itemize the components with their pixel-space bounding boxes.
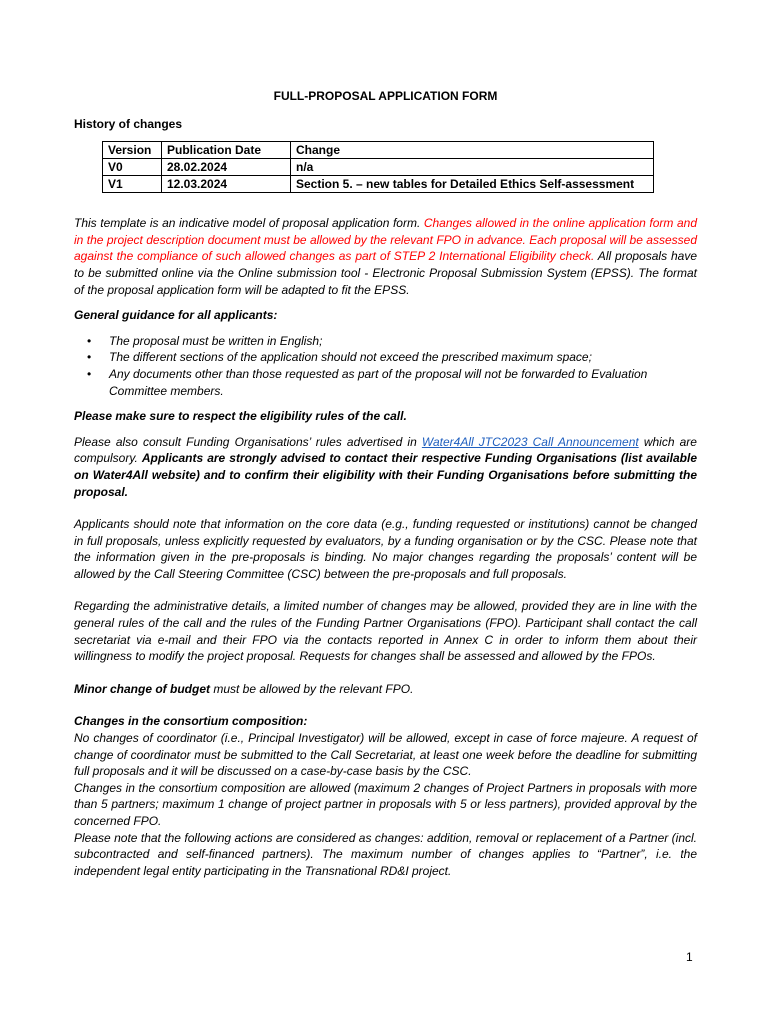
guidance-list [74,333,697,399]
consult-paragraph [74,434,697,500]
call-announcement-link[interactable]: Water4All JTC2023 Call Announcement [421,434,639,449]
bullet-icon: • [87,350,92,365]
intro-warning-text: Changes allowed in the online application form and in the project description document must be allowed by the relevant FPO in advance. Each proposal will be assessed against the compliance of such allowed changes as part of STEP 2 International Eligibility check. [74,216,697,264]
consult-text: Please also consult Funding Organisations’ rules advertised in [74,434,422,449]
page-number: 1 [686,950,693,964]
intro-paragraph [74,215,697,298]
list-item [74,349,697,366]
intro-text-submission: All proposals have to be submitted online via the Online submission tool - Electronic Proposal Submission System (EPSS). The format of the proposal application form will be adapted to fit the EPSS. [74,249,697,297]
list-item [74,366,697,399]
list-item-text: Any documents other than those requested as part of the proposal will not be forwarded to Evaluation Committee members. [109,366,648,398]
table-cell: V0 [103,159,162,176]
consult-advice-text: Applicants are strongly advised to contact their respective Funding Organisations (list available on Water4All website) and to confirm their eligibility with their Funding Organisations before submitting the proposal. [74,451,697,499]
table-cell: n/a [291,159,654,176]
list-item-text: The proposal must be written in English; [109,333,323,348]
budget-paragraph [74,681,697,698]
budget-heading: Minor change of budget [74,681,210,696]
document-title: FULL-PROPOSAL APPLICATION FORM [273,89,498,103]
consult-text-compulsory: which are compulsory. [74,434,697,466]
core-data-paragraph: Applicants should note that information on the core data (e.g., funding requested or institutions) cannot be changed in full proposals, unless explicitly requested by evaluators, by a funding organisation or by the CSC. Please note that the information given in the pre-proposals is binding. No major changes regarding the proposals’ content will be allowed by the Call Steering Committee (CSC) between the pre-proposals and full proposals. [74,517,697,581]
table-header-cell: Change [291,142,654,159]
table-cell: V1 [103,176,162,193]
document-page [74,88,697,879]
table-cell: Section 5. – new tables for Detailed Ethics Self-assessment [291,176,654,193]
consortium-changes-paragraph: Changes in the consortium composition are allowed (maximum 2 changes of Project Partners in proposals with more than 5 partners; maximum 1 change of project partner in proposals with 5 or less partners), provided approval by the concerned FPO. [74,780,697,828]
table-row [103,176,654,193]
bullet-icon: • [87,366,92,381]
bullet-icon: • [87,333,92,348]
consortium-heading: Changes in the consortium composition: [74,714,308,729]
table-cell: 12.03.2024 [162,176,291,193]
table-row [103,159,654,176]
list-item-text: The different sections of the application should not exceed the prescribed maximum space; [109,350,592,365]
table-header-cell: Version [103,142,162,159]
consortium-coordinator-paragraph: No changes of coordinator (i.e., Principal Investigator) will be allowed, except in case of force majeure. A request of change of coordinator must be submitted to the Call Secretariat, at least one week before the deadline for submitting full proposals and it will be discussed on a case-by-case basis by the CSC. [74,731,697,779]
table-cell: 28.02.2024 [162,159,291,176]
table-header-cell: Publication Date [162,142,291,159]
budget-text: must be allowed by the relevant FPO. [210,681,414,696]
intro-text: This template is an indicative model of proposal application form. [74,216,424,231]
guidance-heading: General guidance for all applicants: [74,308,278,323]
eligibility-heading: Please make sure to respect the eligibility rules of the call. [74,409,407,424]
administrative-paragraph: Regarding the administrative details, a limited number of changes may be allowed, provided they are in line with the general rules of the call and the rules of the Funding Partner Organisations (FPO). Participant shall contact the call secretariat via e-mail and their FPO via the contacts reported in Annex C in order to inform them about their willingness to modify the project proposal. Requests for changes shall be assessed and allowed by the FPOs. [74,599,697,664]
history-heading: History of changes [74,116,183,131]
consortium-actions-paragraph: Please note that the following actions are considered as changes: addition, removal or replacement of a Partner (incl. subcontracted and self-financed partners). The maximum number of changes applies to “Partner”, i.e. the independent legal entity participating in the Transnational RD&I project. [74,830,697,878]
list-item [74,333,697,350]
history-table [102,141,654,193]
table-header-row [103,142,654,159]
